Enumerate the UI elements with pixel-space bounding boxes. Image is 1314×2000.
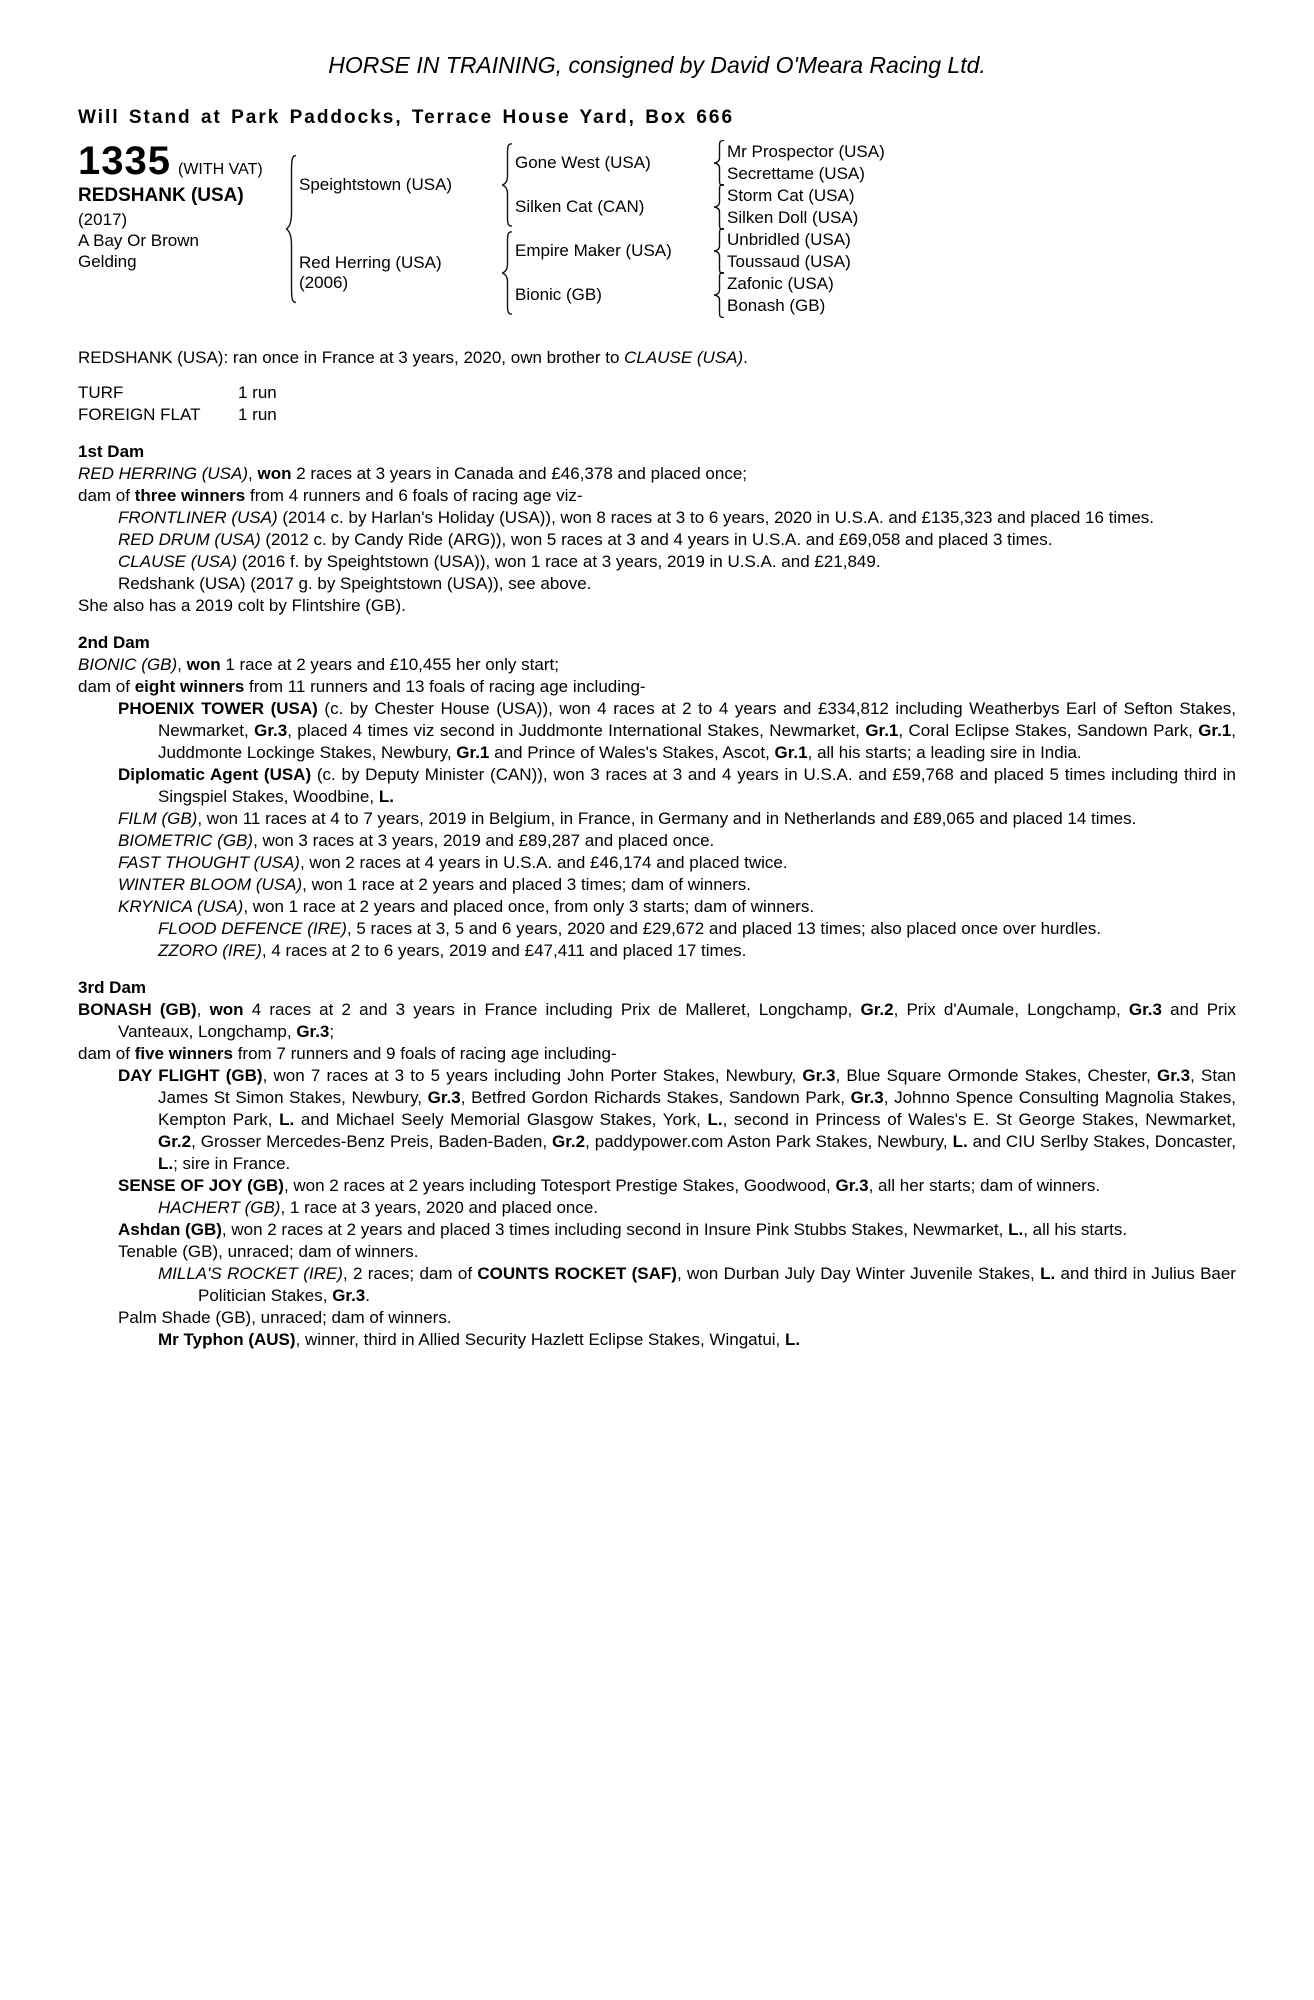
text-run: Gr.3 [835,1176,869,1195]
text-run: , won 2 races at 2 years including Totesport Prestige Stakes, Goodwood, [283,1176,836,1195]
text-run: Diplomatic Agent (USA) [118,765,312,784]
text-run: L. [707,1110,723,1129]
pedigree-dam-brace [499,229,515,317]
pedigree-gen3-8: Bonash (GB) [727,296,826,315]
catalogue-paragraph [78,764,1241,808]
race-record-runs: 1 run [238,383,277,402]
text-run: , 2 races; dam of [342,1264,478,1283]
text-run: L. [378,787,394,806]
text-run: , Grosser Mercedes-Benz Preis, Baden-Baden, [191,1132,553,1151]
text-run: . [365,1286,371,1305]
text-run: CLAUSE (USA) [118,552,238,571]
catalogue-paragraph [78,529,1236,551]
pedigree-gen3-7: Zafonic (USA) [727,274,834,293]
text-run: and Michael Seely Memorial Glasgow Stakes, York, [294,1110,708,1129]
pedigree-dam [299,229,499,317]
pedigree-gen2-4: Bionic (GB) [515,285,602,304]
text-run: BONASH (GB) [78,1000,197,1019]
text-run: , won 2 races at 4 years in U.S.A. and £46,174 and placed twice. [299,853,788,872]
pedigree-brace-icon [714,140,725,186]
text-run: SENSE OF JOY (GB) [118,1176,284,1195]
catalogue-paragraph [78,676,1236,698]
pedigree-brace-icon [502,231,513,315]
catalogue-paragraph [78,595,1236,617]
text-run: and CIU Serlby Stakes, Doncaster, [967,1132,1241,1151]
catalogue-paragraph [78,1219,1236,1241]
catalogue-paragraph [78,573,1236,595]
catalogue-paragraph [78,830,1236,852]
text-run: , paddypower.com Aston Park Stakes, Newbury, [585,1132,953,1151]
text-run: won [186,655,221,674]
lot-and-pedigree [78,141,1236,317]
text-run: FILM (GB) [118,809,198,828]
catalogue-paragraph [78,918,1236,940]
pedigree-gen2-4-brace [711,273,727,317]
section-heading: 3rd Dam [78,978,147,997]
text-run: , Juddmonte Lockinge Stakes, Newbury, [158,721,1241,762]
text-run: MILLA'S ROCKET (IRE) [158,1264,343,1283]
catalogue-paragraph [78,999,1241,1043]
text-run: Gr.3 [332,1286,366,1305]
catalogue-paragraph [78,551,1236,573]
text-run: , won Durban July Day Winter Juvenile Stakes, [676,1264,1041,1283]
text-run: Gr.3 [1128,1000,1162,1019]
text-run: Ashdan (GB) [118,1220,222,1239]
text-run: BIOMETRIC (GB) [118,831,254,850]
text-run: 1 race at 2 years and £10,455 her only start; [220,655,559,674]
pedigree-dam-year: (2006) [299,273,349,292]
text-run: FAST THOUGHT (USA) [118,853,300,872]
race-record-runs: 1 run [238,405,277,424]
text-run: (2014 c. by Harlan's Holiday (USA)), won 8 races at 3 to 6 years, 2020 in U.S.A. and £135,323 and placed 16 times. [277,508,1155,527]
pedigree-brace-icon [286,154,297,304]
catalogue-paragraph [78,1329,1236,1351]
text-run: Tenable (GB), unraced; dam of winners. [118,1242,419,1261]
text-run: and Prix Vanteaux, Longchamp, [118,1000,1241,1041]
pedigree-gen3-1: Mr Prospector (USA) [727,142,885,161]
text-run: 4 races at 2 and 3 years in France including Prix de Malleret, Longchamp, [243,1000,861,1019]
text-run: . [743,348,748,367]
text-run: Gr.3 [296,1022,330,1041]
text-run: , Coral Eclipse Stakes, Sandown Park, [898,721,1199,740]
dam-sections [78,441,1241,1351]
catalogue-paragraph [78,1307,1236,1329]
text-run: (2016 f. by Speightstown (USA)), won 1 race at 3 years, 2019 in U.S.A. and £21,849. [237,552,881,571]
pedigree-gen2-3-brace [711,229,727,273]
text-run: , won 7 races at 3 to 5 years including John Porter Stakes, Newbury, [262,1066,803,1085]
text-run: , [196,1000,210,1019]
text-run: CLAUSE (USA) [624,348,744,367]
race-record [78,382,1236,426]
text-run: dam of [78,486,135,505]
text-run: WINTER BLOOM (USA) [118,875,303,894]
text-run: L. [1008,1220,1024,1239]
pedigree-gen3-6: Toussaud (USA) [727,252,851,271]
text-run: Gr.3 [427,1088,461,1107]
pedigree-brace-icon [714,184,725,230]
text-run: Gr.2 [552,1132,586,1151]
text-run: , 4 races at 2 to 6 years, 2019 and £47,411 and placed 17 times. [261,941,747,960]
pedigree-gen3-2: Secrettame (USA) [727,164,865,183]
text-run: , Blue Square Ormonde Stakes, Chester, [835,1066,1158,1085]
pedigree-dam-name: Red Herring (USA) [299,253,442,272]
pedigree-sire-brace [499,141,515,229]
text-run: L. [279,1110,295,1129]
pedigree-brace-icon [714,272,725,318]
text-run: , [248,464,258,483]
text-run: FRONTLINER (USA) [118,508,278,527]
catalogue-paragraph [78,485,1236,507]
text-run: , all her starts; dam of winners. [868,1176,1101,1195]
section-heading: 2nd Dam [78,633,150,652]
text-run: , won 1 race at 2 years and placed once, from only 3 starts; dam of winners. [243,897,815,916]
text-run: , 1 race at 3 years, 2020 and placed once. [280,1198,599,1217]
text-run: Redshank (USA) (2017 g. by Speightstown (USA)), see above. [118,574,592,593]
text-run: and third in Julius Baer Politician Stakes, [198,1264,1241,1305]
text-run: , Johnno Spence Consulting Magnolia Stakes, Kempton Park, [158,1088,1241,1129]
text-run: won [257,464,292,483]
lot-info [78,141,283,272]
text-run: L. [785,1330,801,1349]
pedigree-outer-brace [283,141,299,317]
text-run: three winners [134,486,246,505]
text-run: (c. by Chester House (USA)), won 4 races at 2 to 4 years and £334,812 including Weatherbys Earl of Sefton Stakes, Newmarket, [158,699,1241,740]
catalogue-paragraph [78,1263,1241,1307]
pedigree-sire [299,141,499,229]
text-run: , [177,655,187,674]
text-run: , Betfred Gordon Richards Stakes, Sandown Park, [460,1088,851,1107]
text-run: REDSHANK (USA): ran once in France at 3 years, 2020, own brother to [78,348,625,367]
text-run: L. [952,1132,968,1151]
foaled-year: (2017) [78,210,128,229]
text-run: from 4 runners and 6 foals of racing age viz- [245,486,583,505]
pedigree-gen3-4: Silken Doll (USA) [727,208,859,227]
pedigree-gen2-3: Empire Maker (USA) [515,241,672,260]
page-title: HORSE IN TRAINING, consigned by David O'Meara Racing Ltd. [328,52,986,78]
lot-number: 1335 [78,139,171,183]
text-run: , Stan James St Simon Stakes, Newbury, [158,1066,1241,1107]
colour-line: A Bay Or Brown [78,231,199,250]
text-run: L. [1040,1264,1056,1283]
text-run: Gr.2 [158,1132,192,1151]
catalogue-paragraph [78,808,1236,830]
text-run: won [209,1000,244,1019]
text-run: 2 races at 3 years in Canada and £46,378 and placed once; [291,464,748,483]
catalogue-paragraph [78,698,1241,764]
text-run: from 7 runners and 9 foals of racing age including- [232,1044,617,1063]
text-run: RED DRUM (USA) [118,530,261,549]
text-run: , winner, third in Allied Security Hazlett Eclipse Stakes, Wingatui, [295,1330,786,1349]
text-run: dam of [78,677,135,696]
text-run: , won 11 races at 4 to 7 years, 2019 in Belgium, in France, in Germany and in Netherlands and £89,065 and placed 14 times. [197,809,1137,828]
catalogue-paragraph [78,940,1236,962]
stand-location-line: Will Stand at Park Paddocks, Terrace House Yard, Box 666 [78,107,735,128]
text-run: She also has a 2019 colt by Flintshire (GB). [78,596,406,615]
text-run: Gr.1 [1198,721,1232,740]
text-run: , second in Princess of Wales's E. St George Stakes, Newmarket, [722,1110,1241,1129]
horse-name: REDSHANK (USA) [78,185,244,206]
text-run: , 5 races at 3, 5 and 6 years, 2020 and £29,672 and placed 13 times; also placed once over hurdles. [346,919,1102,938]
text-run: , won 3 races at 3 years, 2019 and £89,287 and placed once. [253,831,715,850]
text-run: FLOOD DEFENCE (IRE) [158,919,347,938]
text-run: Gr.1 [456,743,490,762]
catalogue-paragraph [78,1065,1241,1175]
pedigree-tree [283,141,1236,317]
catalogue-paragraph [78,852,1236,874]
text-run: , won 1 race at 2 years and placed 3 times; dam of winners. [302,875,752,894]
pedigree-sire-name: Speightstown (USA) [299,175,453,194]
text-run: , all his starts. [1023,1220,1128,1239]
text-run: Palm Shade (GB), unraced; dam of winners. [118,1308,452,1327]
pedigree-brace-icon [714,228,725,274]
pedigree-brace-icon [502,143,513,227]
catalogue-paragraph [78,896,1236,918]
text-run: Gr.3 [802,1066,836,1085]
text-run: ; sire in France. [173,1154,291,1173]
pedigree-gen2-2: Silken Cat (CAN) [515,197,645,216]
text-run: Mr Typhon (AUS) [158,1330,296,1349]
text-run: eight winners [134,677,245,696]
text-run: , Prix d'Aumale, Longchamp, [893,1000,1129,1019]
vat-note: (WITH VAT) [177,161,263,178]
text-run: Gr.1 [774,743,808,762]
sex-line: Gelding [78,252,137,271]
text-run: Gr.2 [860,1000,894,1019]
catalogue-paragraph [78,1175,1236,1197]
catalogue-paragraph [78,507,1236,529]
race-record-surface: TURF [78,383,124,402]
text-run: Gr.3 [1157,1066,1191,1085]
pedigree-gen3-3: Storm Cat (USA) [727,186,855,205]
catalogue-paragraph [78,1197,1236,1219]
text-run: (2012 c. by Candy Ride (ARG)), won 5 races at 3 and 4 years in U.S.A. and £69,058 and placed 3 times. [260,530,1053,549]
text-run: Gr.3 [254,721,288,740]
section-heading: 1st Dam [78,442,145,461]
text-run: KRYNICA (USA) [118,897,244,916]
text-run: (c. by Deputy Minister (CAN)), won 3 races at 3 and 4 years in U.S.A. and £59,768 and placed 5 times including third in Singspiel Stakes, Woodbine, [158,765,1241,806]
text-run: HACHERT (GB) [158,1198,281,1217]
text-run: , all his starts; a leading sire in India. [807,743,1082,762]
catalogue-paragraph [78,1043,1236,1065]
text-run: ; [329,1022,335,1041]
text-run: BIONIC (GB) [78,655,178,674]
text-run: L. [158,1154,174,1173]
text-run: five winners [134,1044,233,1063]
text-run: ZZORO (IRE) [158,941,262,960]
text-run: RED HERRING (USA) [78,464,249,483]
text-run: Gr.1 [865,721,899,740]
text-run: PHOENIX TOWER (USA) [118,699,318,718]
text-run: Gr.3 [850,1088,884,1107]
pedigree-gen2-2-brace [711,185,727,229]
race-summary [78,347,1236,369]
text-run: DAY FLIGHT (GB) [118,1066,263,1085]
race-record-surface: FOREIGN FLAT [78,405,201,424]
race-record-row [78,382,1236,404]
text-run: COUNTS ROCKET (SAF) [477,1264,677,1283]
pedigree-gen3-5: Unbridled (USA) [727,230,851,249]
catalogue-paragraph [78,1241,1236,1263]
race-record-row [78,404,1236,426]
pedigree-gen2-1: Gone West (USA) [515,153,651,172]
catalogue-paragraph [78,463,1236,485]
text-run: dam of [78,1044,135,1063]
text-run: , placed 4 times viz second in Juddmonte International Stakes, Newmarket, [287,721,866,740]
text-run: from 11 runners and 13 foals of racing age including- [244,677,646,696]
catalogue-paragraph [78,654,1236,676]
text-run: and Prince of Wales's Stakes, Ascot, [489,743,775,762]
text-run: , won 2 races at 2 years and placed 3 times including second in Insure Pink Stubbs Stakes, Newmarket, [221,1220,1009,1239]
lot-number-line [78,141,283,181]
pedigree-gen2-1-brace [711,141,727,185]
catalogue-paragraph [78,874,1236,896]
